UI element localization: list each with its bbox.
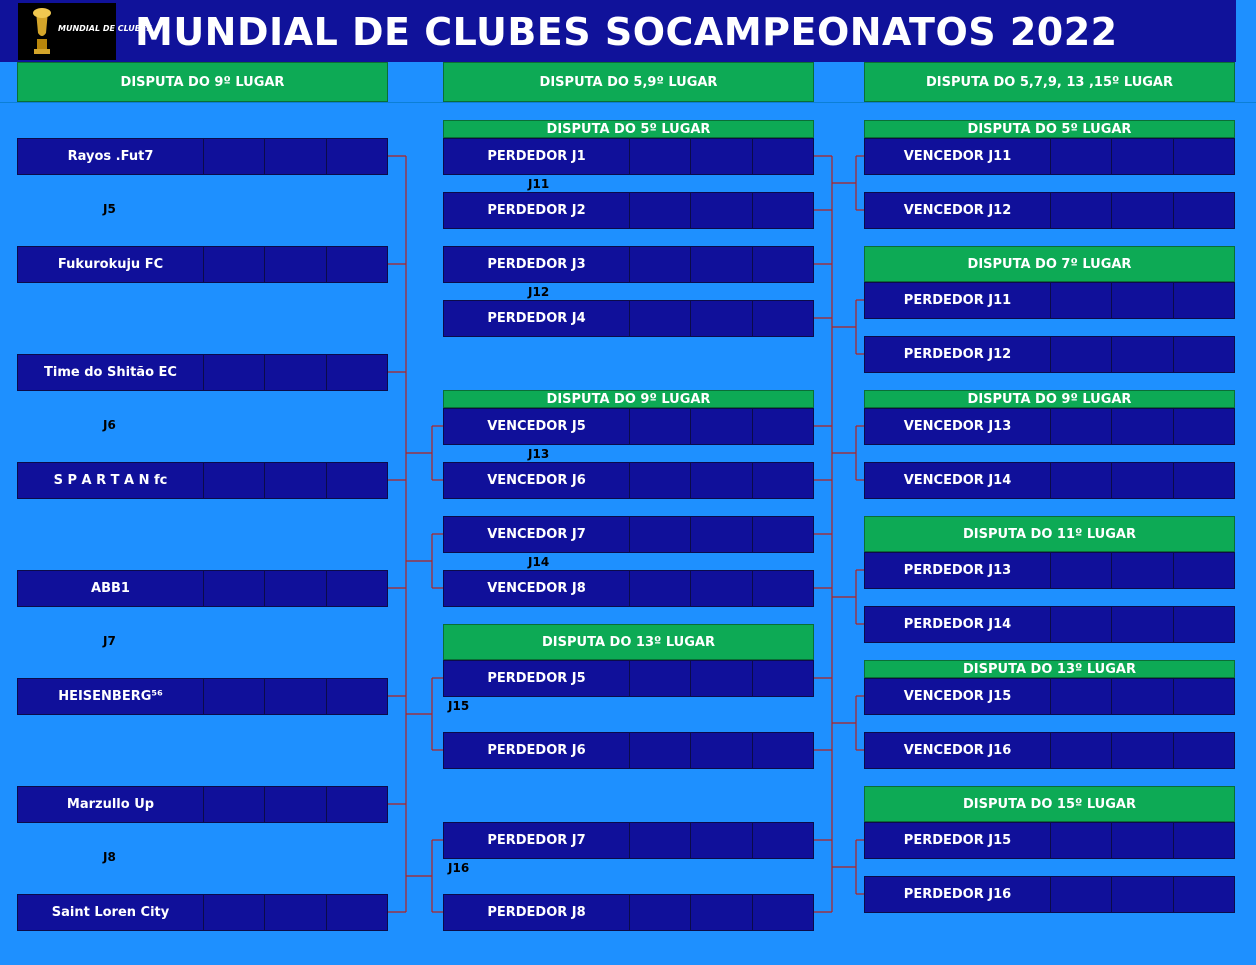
- score-cell[interactable]: [630, 463, 691, 498]
- score-cell[interactable]: [1112, 607, 1173, 642]
- score-cell[interactable]: [1174, 877, 1234, 912]
- score-cell[interactable]: [1051, 553, 1112, 588]
- match-row[interactable]: [443, 732, 814, 769]
- score-cell[interactable]: [630, 139, 691, 174]
- match-row[interactable]: [443, 822, 814, 859]
- match-row[interactable]: [864, 192, 1235, 229]
- score-cell[interactable]: [691, 823, 752, 858]
- score-cell[interactable]: [1051, 877, 1112, 912]
- team-row[interactable]: [17, 246, 388, 283]
- match-row[interactable]: [864, 138, 1235, 175]
- slot-name: PERDEDOR J14: [865, 607, 1051, 642]
- game-label: J13: [528, 447, 550, 461]
- score-cell[interactable]: [204, 247, 265, 282]
- score-cell[interactable]: [1051, 283, 1112, 318]
- game-label: J15: [448, 699, 470, 713]
- team-name: Fukurokuju FC: [18, 247, 204, 282]
- score-cell[interactable]: [1112, 553, 1173, 588]
- match-row[interactable]: [443, 660, 814, 697]
- game-label: J7: [103, 634, 116, 648]
- column-header-2: DISPUTA DO 5,9º LUGAR: [443, 62, 814, 102]
- slot-name: VENCEDOR J5: [444, 409, 630, 444]
- subheader-5th: DISPUTA DO 5º LUGAR: [443, 120, 814, 138]
- slot-name: PERDEDOR J2: [444, 193, 630, 228]
- slot-name: VENCEDOR J14: [865, 463, 1051, 498]
- score-cell[interactable]: [1174, 463, 1234, 498]
- score-cell[interactable]: [753, 463, 813, 498]
- score-cell[interactable]: [204, 679, 265, 714]
- match-row[interactable]: [864, 462, 1235, 499]
- score-cell[interactable]: [753, 409, 813, 444]
- score-cell[interactable]: [265, 247, 326, 282]
- score-cell[interactable]: [1174, 733, 1234, 768]
- slot-name: PERDEDOR J7: [444, 823, 630, 858]
- score-cell[interactable]: [327, 139, 387, 174]
- score-cell[interactable]: [265, 139, 326, 174]
- match-row[interactable]: [443, 462, 814, 499]
- score-cell[interactable]: [327, 247, 387, 282]
- score-cell[interactable]: [753, 247, 813, 282]
- score-cell[interactable]: [204, 463, 265, 498]
- score-cell[interactable]: [1174, 553, 1234, 588]
- score-cell[interactable]: [1112, 679, 1173, 714]
- team-name: Saint Loren City: [18, 895, 204, 930]
- slot-name: PERDEDOR J3: [444, 247, 630, 282]
- team-row[interactable]: [17, 678, 388, 715]
- match-row[interactable]: [864, 336, 1235, 373]
- slot-name: PERDEDOR J6: [444, 733, 630, 768]
- score-cell[interactable]: [327, 571, 387, 606]
- slot-name: PERDEDOR J15: [865, 823, 1051, 858]
- score-cell[interactable]: [630, 193, 691, 228]
- score-cell[interactable]: [691, 409, 752, 444]
- score-cell[interactable]: [204, 355, 265, 390]
- score-cell[interactable]: [630, 661, 691, 696]
- score-cell[interactable]: [630, 247, 691, 282]
- score-cell[interactable]: [1112, 193, 1173, 228]
- score-cell[interactable]: [1051, 337, 1112, 372]
- score-cell[interactable]: [1051, 463, 1112, 498]
- score-cell[interactable]: [265, 463, 326, 498]
- match-row[interactable]: [864, 822, 1235, 859]
- column-header-3: DISPUTA DO 5,7,9, 13 ,15º LUGAR: [864, 62, 1235, 102]
- score-cell[interactable]: [691, 517, 752, 552]
- score-cell[interactable]: [691, 571, 752, 606]
- score-cell[interactable]: [691, 301, 752, 336]
- team-row[interactable]: [17, 354, 388, 391]
- score-cell[interactable]: [1051, 823, 1112, 858]
- slot-name: VENCEDOR J7: [444, 517, 630, 552]
- score-cell[interactable]: [204, 895, 265, 930]
- score-cell[interactable]: [630, 409, 691, 444]
- match-row[interactable]: [443, 192, 814, 229]
- score-cell[interactable]: [753, 301, 813, 336]
- score-cell[interactable]: [630, 895, 691, 930]
- slot-name: VENCEDOR J8: [444, 571, 630, 606]
- score-cell[interactable]: [691, 661, 752, 696]
- team-name: HEISENBERG⁵⁶: [18, 679, 204, 714]
- team-row[interactable]: [17, 570, 388, 607]
- team-row[interactable]: [17, 462, 388, 499]
- slot-name: PERDEDOR J1: [444, 139, 630, 174]
- score-cell[interactable]: [1112, 337, 1173, 372]
- score-cell[interactable]: [1051, 409, 1112, 444]
- score-cell[interactable]: [630, 301, 691, 336]
- subheader-13th: DISPUTA DO 13º LUGAR: [864, 660, 1235, 678]
- slot-name: PERDEDOR J5: [444, 661, 630, 696]
- logo-text: MUNDIAL DE CLUBES: [58, 24, 153, 33]
- match-row[interactable]: [864, 408, 1235, 445]
- subheader-11th: DISPUTA DO 11º LUGAR: [864, 516, 1235, 552]
- match-row[interactable]: [443, 138, 814, 175]
- game-label: J14: [528, 555, 550, 569]
- game-label: J5: [103, 202, 116, 216]
- score-cell[interactable]: [630, 517, 691, 552]
- score-cell[interactable]: [1174, 607, 1234, 642]
- match-row[interactable]: [864, 552, 1235, 589]
- score-cell[interactable]: [327, 463, 387, 498]
- score-cell[interactable]: [753, 733, 813, 768]
- score-cell[interactable]: [691, 895, 752, 930]
- score-cell[interactable]: [1174, 823, 1234, 858]
- match-row[interactable]: [864, 282, 1235, 319]
- score-cell[interactable]: [691, 193, 752, 228]
- match-row[interactable]: [443, 408, 814, 445]
- subheader-9th: DISPUTA DO 9º LUGAR: [864, 390, 1235, 408]
- score-cell[interactable]: [1051, 139, 1112, 174]
- score-cell[interactable]: [1112, 733, 1173, 768]
- score-cell[interactable]: [753, 517, 813, 552]
- score-cell[interactable]: [1112, 139, 1173, 174]
- score-cell[interactable]: [327, 895, 387, 930]
- slot-name: PERDEDOR J12: [865, 337, 1051, 372]
- score-cell[interactable]: [265, 571, 326, 606]
- score-cell[interactable]: [1051, 193, 1112, 228]
- score-cell[interactable]: [265, 895, 326, 930]
- score-cell[interactable]: [1174, 409, 1234, 444]
- slot-name: PERDEDOR J11: [865, 283, 1051, 318]
- slot-name: VENCEDOR J16: [865, 733, 1051, 768]
- score-cell[interactable]: [265, 787, 326, 822]
- subheader-7th: DISPUTA DO 7º LUGAR: [864, 246, 1235, 282]
- game-label: J11: [528, 177, 550, 191]
- score-cell[interactable]: [265, 679, 326, 714]
- match-row[interactable]: [864, 876, 1235, 913]
- slot-name: VENCEDOR J11: [865, 139, 1051, 174]
- team-name: ABB1: [18, 571, 204, 606]
- game-label: J8: [103, 850, 116, 864]
- score-cell[interactable]: [1174, 193, 1234, 228]
- score-cell[interactable]: [1051, 733, 1112, 768]
- score-cell[interactable]: [630, 733, 691, 768]
- score-cell[interactable]: [1112, 823, 1173, 858]
- team-name: Marzullo Up: [18, 787, 204, 822]
- match-row[interactable]: [864, 678, 1235, 715]
- slot-name: VENCEDOR J15: [865, 679, 1051, 714]
- team-name: Rayos .Fut7: [18, 139, 204, 174]
- score-cell[interactable]: [1112, 877, 1173, 912]
- slot-name: PERDEDOR J16: [865, 877, 1051, 912]
- score-cell[interactable]: [1112, 283, 1173, 318]
- score-cell[interactable]: [1051, 607, 1112, 642]
- subheader-9th: DISPUTA DO 9º LUGAR: [443, 390, 814, 408]
- score-cell[interactable]: [753, 823, 813, 858]
- match-row[interactable]: [864, 732, 1235, 769]
- match-row[interactable]: [443, 570, 814, 607]
- slot-name: PERDEDOR J13: [865, 553, 1051, 588]
- score-cell[interactable]: [691, 463, 752, 498]
- team-row[interactable]: [17, 894, 388, 931]
- score-cell[interactable]: [1174, 283, 1234, 318]
- game-label: J16: [448, 861, 470, 875]
- match-row[interactable]: [443, 894, 814, 931]
- match-row[interactable]: [443, 246, 814, 283]
- score-cell[interactable]: [753, 193, 813, 228]
- game-label: J12: [528, 285, 550, 299]
- score-cell[interactable]: [327, 355, 387, 390]
- match-row[interactable]: [443, 300, 814, 337]
- slot-name: VENCEDOR J13: [865, 409, 1051, 444]
- subheader-13th: DISPUTA DO 13º LUGAR: [443, 624, 814, 660]
- score-cell[interactable]: [1174, 679, 1234, 714]
- column-header-1: DISPUTA DO 9º LUGAR: [17, 62, 388, 102]
- team-row[interactable]: [17, 786, 388, 823]
- score-cell[interactable]: [327, 679, 387, 714]
- score-cell[interactable]: [630, 823, 691, 858]
- slot-name: VENCEDOR J12: [865, 193, 1051, 228]
- score-cell[interactable]: [1051, 679, 1112, 714]
- score-cell[interactable]: [265, 355, 326, 390]
- match-row[interactable]: [864, 606, 1235, 643]
- score-cell[interactable]: [753, 139, 813, 174]
- score-cell[interactable]: [691, 247, 752, 282]
- score-cell[interactable]: [691, 139, 752, 174]
- subheader-15th: DISPUTA DO 15º LUGAR: [864, 786, 1235, 822]
- slot-name: PERDEDOR J4: [444, 301, 630, 336]
- score-cell[interactable]: [753, 895, 813, 930]
- score-cell[interactable]: [204, 787, 265, 822]
- slot-name: VENCEDOR J6: [444, 463, 630, 498]
- score-cell[interactable]: [204, 139, 265, 174]
- page-title: MUNDIAL DE CLUBES SOCAMPEONATOS 2022: [135, 10, 1118, 54]
- score-cell[interactable]: [327, 787, 387, 822]
- team-row[interactable]: [17, 138, 388, 175]
- score-cell[interactable]: [1112, 463, 1173, 498]
- team-name: S P A R T A N fc: [18, 463, 204, 498]
- team-name: Time do Shitão EC: [18, 355, 204, 390]
- score-cell[interactable]: [630, 571, 691, 606]
- score-cell[interactable]: [753, 571, 813, 606]
- slot-name: PERDEDOR J8: [444, 895, 630, 930]
- score-cell[interactable]: [1174, 139, 1234, 174]
- score-cell[interactable]: [1174, 337, 1234, 372]
- game-label: J6: [103, 418, 116, 432]
- match-row[interactable]: [443, 516, 814, 553]
- subheader-5th: DISPUTA DO 5º LUGAR: [864, 120, 1235, 138]
- score-cell[interactable]: [1112, 409, 1173, 444]
- score-cell[interactable]: [753, 661, 813, 696]
- score-cell[interactable]: [691, 733, 752, 768]
- score-cell[interactable]: [204, 571, 265, 606]
